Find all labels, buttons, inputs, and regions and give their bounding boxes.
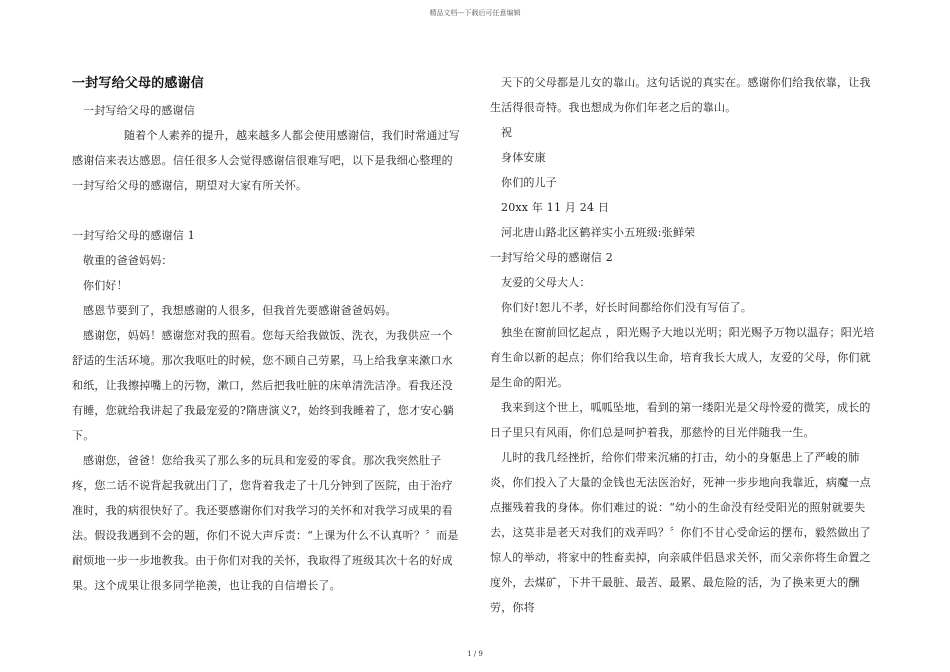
document-title: 一封写给父母的感谢信 [72, 76, 205, 91]
right-column [490, 70, 878, 620]
subtitle: 一封写给父母的感谢信 [83, 104, 195, 117]
blank-line [72, 198, 460, 223]
greeting-2: 你们好!恕儿不孝，好长时间都给你们没有写信了。 [501, 301, 753, 314]
paragraph-6: 我来到这个世上，呱呱坠地，看到的第一缕阳光是父母怜爱的微笑，成长的日子里只有风雨，你们总是呵护着我，那慈怜的目光伴随我一生。 [490, 401, 871, 439]
page-number: 1 / 9 [467, 650, 483, 658]
paragraph-1: 感恩节要到了，我想感谢的人很多，但我首先要感谢爸爸妈妈。 [83, 304, 397, 317]
paragraph-3: 感谢您，爸爸！您给我买了那么多的玩具和宠爱的零食。那次我突然肚子疼，您二话不说背起我就出门了，您背着我走了十几分钟到了医院，由于治疗准时，我的病很快好了。我还要感谢你们对我学习的关怀和对我学习成果的看法。假设我遇到不会的题，你们不说大声斥责：“上课为什么不认真听？〞而是耐烦地一步一步地教我。由于你们对我的关怀，我取得了班级其次十名的好成果。这个成果让很多同学艳羡，也让我的自信增长了。 [72, 454, 459, 592]
letter2-heading: 一封写给父母的感谢信 2 [490, 251, 613, 264]
paragraph-2: 感谢您，妈妈！感谢您对我的照看。您每天给我做饭、洗衣，为我供应一个舒适的生活环境。那次我呕吐的时候，您不顾自己劳累，马上给我拿来漱口水和纸，让我擦掉嘴上的污物，漱口，然后把我吐脏的床单清洗洁净。看我还没有睡，您就给我讲起了我最宠爱的?隋唐演义?，始终到我睡着了，您才安心躺下。 [72, 329, 454, 442]
closing-health: 身体安康 [501, 151, 546, 164]
greeting: 你们好！ [83, 279, 128, 292]
paragraph-7: 儿时的我几经挫折，给你们带来沉痛的打击，幼小的身躯患上了严峻的肺炎，你们投入了大量的金钱也无法医治好，死神一步步地向我靠近，病魔一点点摧残着我的身体。你们难过的说：“幼小的生命没有经受阳光的照射就要失去，这莫非是老天对我们的戏弄吗？〞你们不甘心受命运的摆布，毅然做出了惊人的举动，将家中的牲畜卖掉，向亲戚伴侣恳求关怀，而父亲你将生命置之度外，去煤矿，下井干最脏、最苦、最累、最危险的活，为了换来更大的酬劳，你将 [490, 451, 871, 614]
page-header: 精品文档---下载后可任意编辑 [429, 9, 521, 17]
left-column [72, 70, 460, 598]
paragraph-5: 独坐在窗前回忆起点 ，阳光赐予大地以光明；阳光赐予万物以温存；阳光培育生命以新的起点；你们给我以生命，培育我长大成人，友爱的父母，你们就是生命的阳光。 [490, 326, 875, 389]
closing-wish: 祝 [501, 126, 513, 139]
signature: 你们的儿子 [501, 176, 557, 189]
salutation-2: 友爱的父母大人： [501, 276, 591, 289]
salutation: 敬重的爸爸妈妈： [83, 254, 173, 267]
intro-paragraph: 随着个人素养的提升，越来越多人都会使用感谢信，我们时常通过写感谢信来表达感恩。信任很多人会觉得感谢信很难写吧，以下是我细心整理的一封写给父母的感谢信，期望对大家有所关怀。 [72, 129, 460, 192]
letter-date: 20xx 年 11 月 24 日 [501, 201, 610, 214]
letter1-heading: 一封写给父母的感谢信 1 [72, 229, 195, 242]
sender-address: 河北唐山路北区鹤祥实小五班级:张鲜荣 [501, 226, 696, 239]
paragraph-4: 天下的父母都是儿女的靠山。这句话说的真实在。感谢你们给我依靠，让我生活得很奇特。我也想成为你们年老之后的靠山。 [490, 76, 871, 114]
